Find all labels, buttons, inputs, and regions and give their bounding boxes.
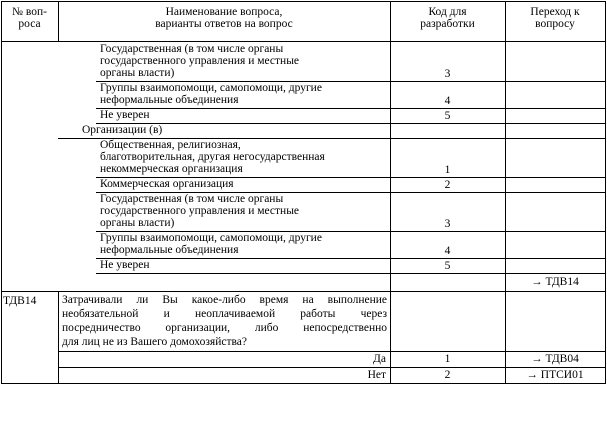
- answer-1-label: Нет: [367, 369, 386, 381]
- group-a-answer-text: Государственная (в том числе органы: [100, 43, 284, 55]
- header-num: № воп-: [12, 6, 47, 18]
- table-bottom-rule: [1, 383, 605, 384]
- group-a-answer-text: органы власти): [100, 67, 175, 79]
- group-b-answer-code: 5: [444, 260, 451, 272]
- col-rule: [605, 1, 606, 384]
- answer-0-code: 1: [444, 353, 451, 365]
- header-name: Наименование вопроса,: [165, 6, 283, 18]
- group-b-answer-code: 1: [444, 164, 451, 176]
- header-code: разработки: [420, 18, 475, 30]
- question-id: ТДВ14: [3, 295, 37, 307]
- group-a-answer-text: неформальные объединения: [100, 94, 239, 106]
- group-b-answer-code: 3: [444, 218, 451, 230]
- row-rule: [96, 81, 605, 82]
- group-a-answer-code: 4: [444, 95, 451, 107]
- row-rule: [96, 177, 605, 178]
- group-b-answer-text: Группы взаимопомощи, самопомощи, другие: [100, 232, 322, 244]
- col-rule: [58, 291, 59, 383]
- header-code: Код для: [428, 6, 467, 18]
- group-b-answer-text: неформальные объединения: [100, 244, 239, 256]
- row-rule: [96, 192, 605, 193]
- row-rule: [96, 108, 605, 109]
- row-rule: [58, 138, 605, 139]
- group-b-answer-code: 4: [444, 245, 451, 257]
- group-b-answer-text: органы власти): [100, 217, 175, 229]
- row-rule: [58, 367, 605, 368]
- header-name: варианты ответов на вопрос: [155, 18, 293, 30]
- question-text: необязательной и неоплачиваемой работы через: [62, 308, 387, 320]
- question-text: для лиц не из Вашего домохозяйства?: [62, 336, 247, 348]
- col-rule: [390, 1, 391, 383]
- group-a-answer-code: 3: [444, 68, 451, 80]
- group-b-answer-text: Общественная, религиозная,: [100, 139, 241, 151]
- group-b-answer-text: Государственная (в том числе органы: [100, 193, 284, 205]
- group-b-answer-code: 2: [444, 179, 451, 191]
- row-rule: [96, 258, 605, 259]
- question-top-rule: [1, 291, 605, 292]
- answer-0-label: Да: [373, 353, 386, 365]
- col-rule: [58, 1, 59, 41]
- col-rule: [505, 1, 506, 383]
- group-a-answer-text: Не уверен: [100, 109, 150, 121]
- group-a-answer-text: Группы взаимопомощи, самопомощи, другие: [100, 82, 322, 94]
- header-jump: вопросу: [535, 18, 575, 30]
- group-b-answer-text: благотворительная, другая негосударственная: [100, 151, 325, 163]
- header-jump: Переход к: [530, 6, 580, 18]
- group-b-answer-text: государственного управления и местные: [100, 205, 300, 217]
- header-num: роса: [18, 18, 41, 30]
- answer-1-jump: → ПТСИ01: [526, 369, 584, 381]
- group-b-answer-text: Коммерческая организация: [100, 178, 234, 190]
- group-b-answer-text: Не уверен: [100, 259, 150, 271]
- table-top-rule: [1, 1, 605, 2]
- jump-tdv14: → ТДВ14: [531, 276, 579, 288]
- answer-0-jump: → ТДВ04: [531, 353, 579, 365]
- header-bottom-rule: [1, 41, 605, 42]
- row-rule: [96, 273, 605, 274]
- question-text: посредничество организации, либо непосредственно: [62, 322, 387, 334]
- question-text: Затрачивали ли Вы какое-либо время на выполнение: [62, 294, 387, 306]
- answer-1-code: 2: [444, 369, 451, 381]
- section-b-label: Организации (в): [82, 124, 163, 136]
- group-a-answer-text: государственного управления и местные: [100, 55, 300, 67]
- row-rule: [58, 351, 605, 352]
- group-b-answer-text: некоммерческая организация: [100, 163, 243, 175]
- col-rule: [1, 1, 2, 384]
- row-rule: [96, 123, 605, 124]
- row-rule: [96, 231, 605, 232]
- group-a-answer-code: 5: [444, 110, 451, 122]
